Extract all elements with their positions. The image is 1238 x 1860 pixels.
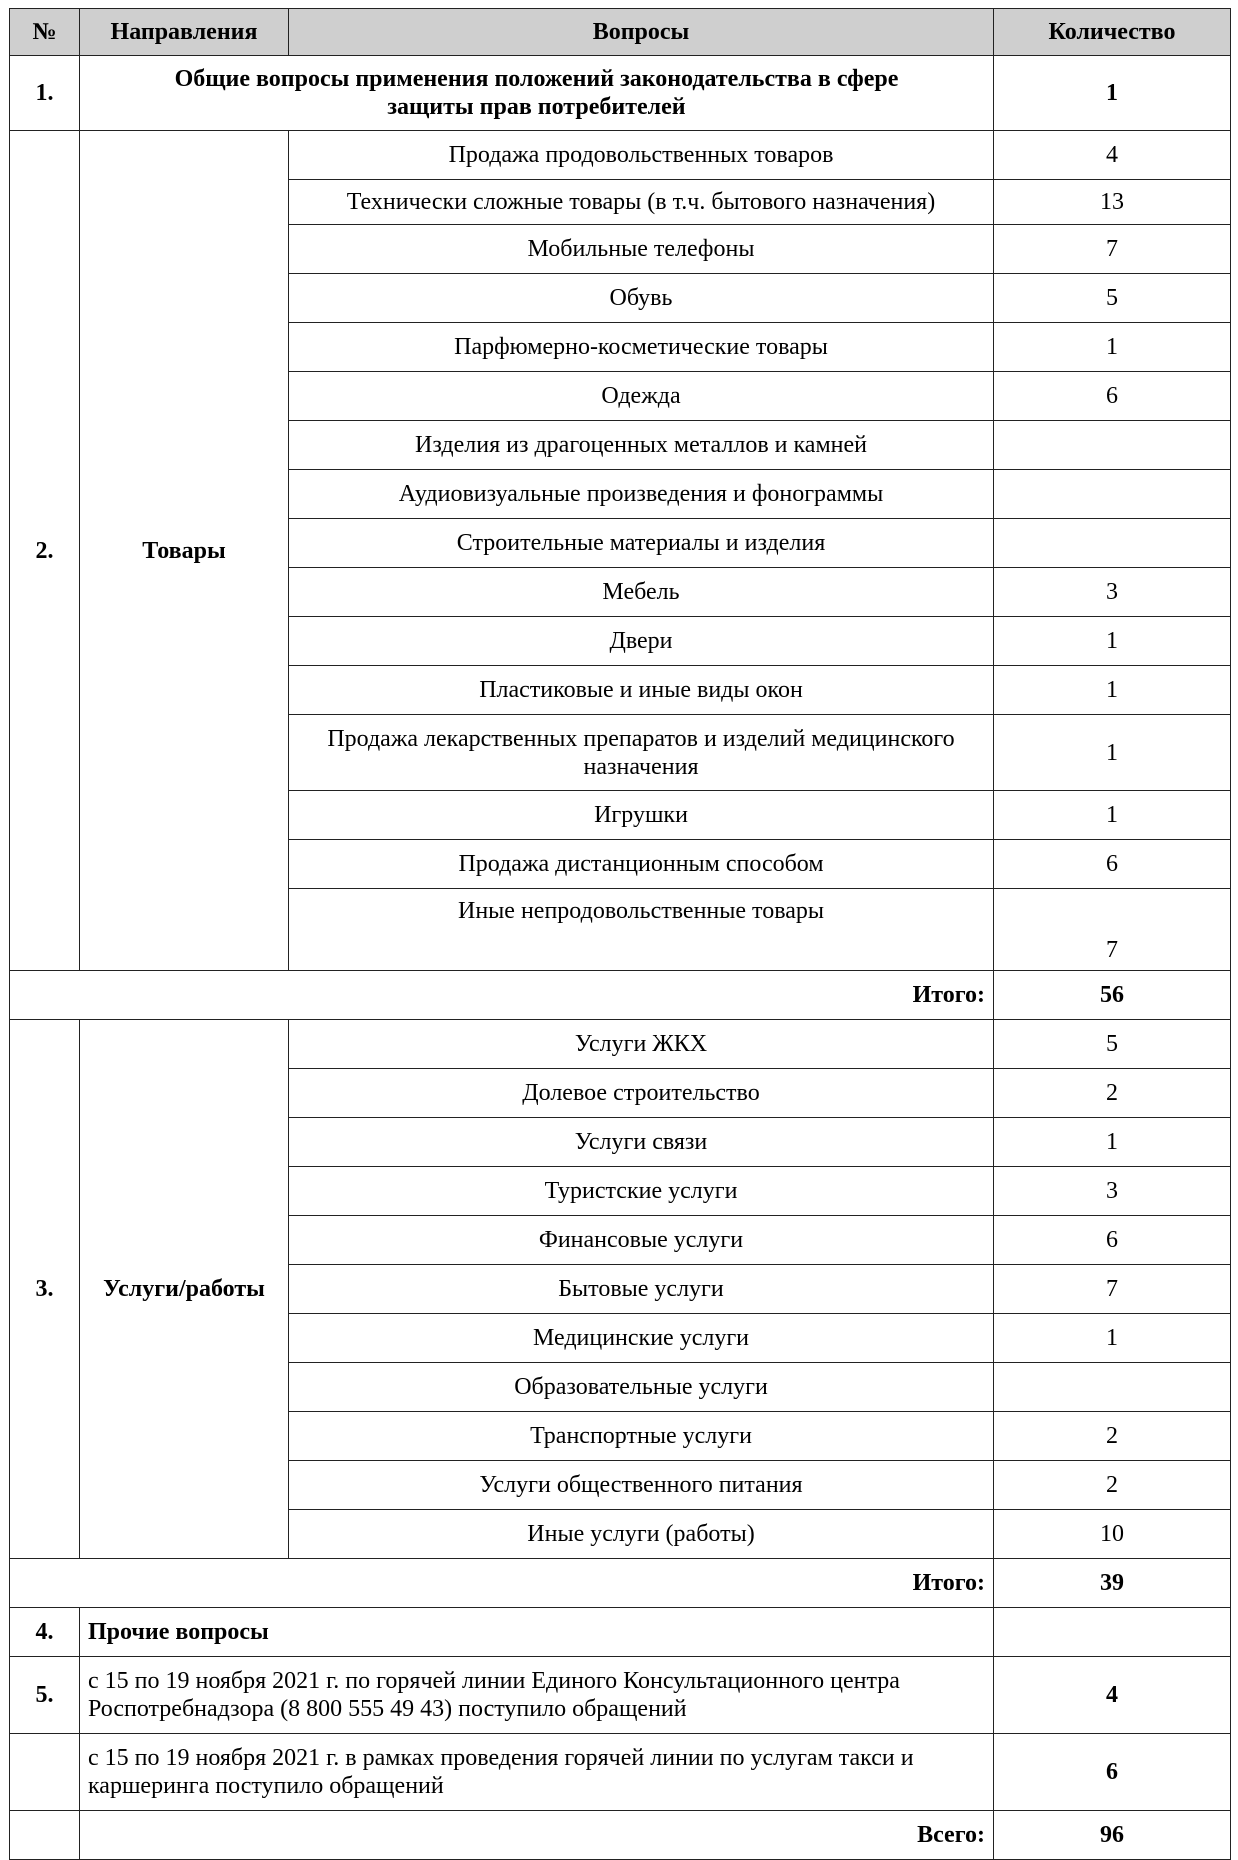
goods-count: 1 — [994, 617, 1231, 666]
goods-question: Продажа лекарственных препаратов и изделий медицинского назначения — [289, 715, 994, 791]
services-question: Образовательные услуги — [289, 1363, 994, 1412]
grand-total-value: 96 — [994, 1811, 1231, 1860]
services-question: Услуги ЖКХ — [289, 1020, 994, 1069]
general-count: 1 — [994, 56, 1231, 131]
header-count: Количество — [994, 9, 1231, 56]
goods-question: Мобильные телефоны — [289, 225, 994, 274]
services-question: Бытовые услуги — [289, 1265, 994, 1314]
general-num: 1. — [10, 56, 80, 131]
services-count: 1 — [994, 1314, 1231, 1363]
goods-question: Парфюмерно-косметические товары — [289, 323, 994, 372]
consumer-rights-table — [9, 8, 1231, 1860]
goods-count: 6 — [994, 840, 1231, 889]
goods-count: 6 — [994, 372, 1231, 421]
services-total-label: Итого: — [10, 1559, 994, 1608]
goods-question: Аудиовизуальные произведения и фонограммы — [289, 470, 994, 519]
goods-count: 7 — [994, 225, 1231, 274]
services-total-value: 39 — [994, 1559, 1231, 1608]
services-question: Долевое строительство — [289, 1069, 994, 1118]
services-total-row — [10, 1559, 1231, 1608]
services-question: Услуги общественного питания — [289, 1461, 994, 1510]
services-num: 3. — [10, 1020, 80, 1559]
goods-question: Технически сложные товары (в т.ч. бытового назначения) — [289, 180, 994, 225]
services-count: 6 — [994, 1216, 1231, 1265]
goods-count — [994, 421, 1231, 470]
services-count: 3 — [994, 1167, 1231, 1216]
services-count: 7 — [994, 1265, 1231, 1314]
header-questions: Вопросы — [289, 9, 994, 56]
grand-total-row — [10, 1811, 1231, 1860]
goods-question: Мебель — [289, 568, 994, 617]
goods-total-value: 56 — [994, 971, 1231, 1020]
services-question: Туристские услуги — [289, 1167, 994, 1216]
services-count: 1 — [994, 1118, 1231, 1167]
goods-count: 7 — [994, 889, 1231, 971]
services-question: Финансовые услуги — [289, 1216, 994, 1265]
goods-count: 1 — [994, 715, 1231, 791]
grand-total-label: Всего: — [80, 1811, 994, 1860]
goods-question: Игрушки — [289, 791, 994, 840]
goods-count — [994, 470, 1231, 519]
goods-count: 4 — [994, 131, 1231, 180]
services-question: Иные услуги (работы) — [289, 1510, 994, 1559]
goods-total-row — [10, 971, 1231, 1020]
goods-count: 1 — [994, 666, 1231, 715]
services-direction: Услуги/работы — [80, 1020, 289, 1559]
services-count — [994, 1363, 1231, 1412]
goods-question: Одежда — [289, 372, 994, 421]
table-row — [10, 1020, 1231, 1069]
goods-total-label: Итого: — [10, 971, 994, 1020]
grand-total-num — [10, 1811, 80, 1860]
goods-question: Строительные материалы и изделия — [289, 519, 994, 568]
goods-question: Продажа дистанционным способом — [289, 840, 994, 889]
goods-question: Продажа продовольственных товаров — [289, 131, 994, 180]
goods-question: Иные непродовольственные товары — [289, 889, 994, 971]
other-text: Прочие вопросы — [80, 1608, 994, 1657]
services-count: 2 — [994, 1461, 1231, 1510]
goods-count: 3 — [994, 568, 1231, 617]
taxi-row — [10, 1734, 1231, 1811]
general-row — [10, 56, 1231, 131]
goods-question: Пластиковые и иные виды окон — [289, 666, 994, 715]
goods-count: 13 — [994, 180, 1231, 225]
goods-num: 2. — [10, 131, 80, 971]
goods-count: 1 — [994, 323, 1231, 372]
hotline-row — [10, 1657, 1231, 1734]
goods-direction: Товары — [80, 131, 289, 971]
goods-question: Двери — [289, 617, 994, 666]
services-count: 2 — [994, 1069, 1231, 1118]
hotline-num: 5. — [10, 1657, 80, 1734]
goods-question: Изделия из драгоценных металлов и камней — [289, 421, 994, 470]
header-direction: Направления — [80, 9, 289, 56]
services-count: 10 — [994, 1510, 1231, 1559]
goods-question: Обувь — [289, 274, 994, 323]
other-row — [10, 1608, 1231, 1657]
services-count: 5 — [994, 1020, 1231, 1069]
hotline-text: с 15 по 19 ноября 2021 г. по горячей линии Единого Консультационного центра Роспотребнадзора (8 800 555 49 43) поступило обращений — [80, 1657, 994, 1734]
table-row — [10, 131, 1231, 180]
general-text: Общие вопросы применения положений законодательства в сфере защиты прав потребителей — [80, 56, 994, 131]
goods-count — [994, 519, 1231, 568]
header-num: № — [10, 9, 80, 56]
services-question: Услуги связи — [289, 1118, 994, 1167]
services-question: Медицинские услуги — [289, 1314, 994, 1363]
services-count: 2 — [994, 1412, 1231, 1461]
taxi-num — [10, 1734, 80, 1811]
taxi-count: 6 — [994, 1734, 1231, 1811]
other-num: 4. — [10, 1608, 80, 1657]
services-question: Транспортные услуги — [289, 1412, 994, 1461]
other-count — [994, 1608, 1231, 1657]
taxi-text: с 15 по 19 ноября 2021 г. в рамках проведения горячей линии по услугам такси и каршеринга поступило обращений — [80, 1734, 994, 1811]
goods-count: 5 — [994, 274, 1231, 323]
hotline-count: 4 — [994, 1657, 1231, 1734]
header-row — [10, 9, 1231, 56]
goods-count: 1 — [994, 791, 1231, 840]
